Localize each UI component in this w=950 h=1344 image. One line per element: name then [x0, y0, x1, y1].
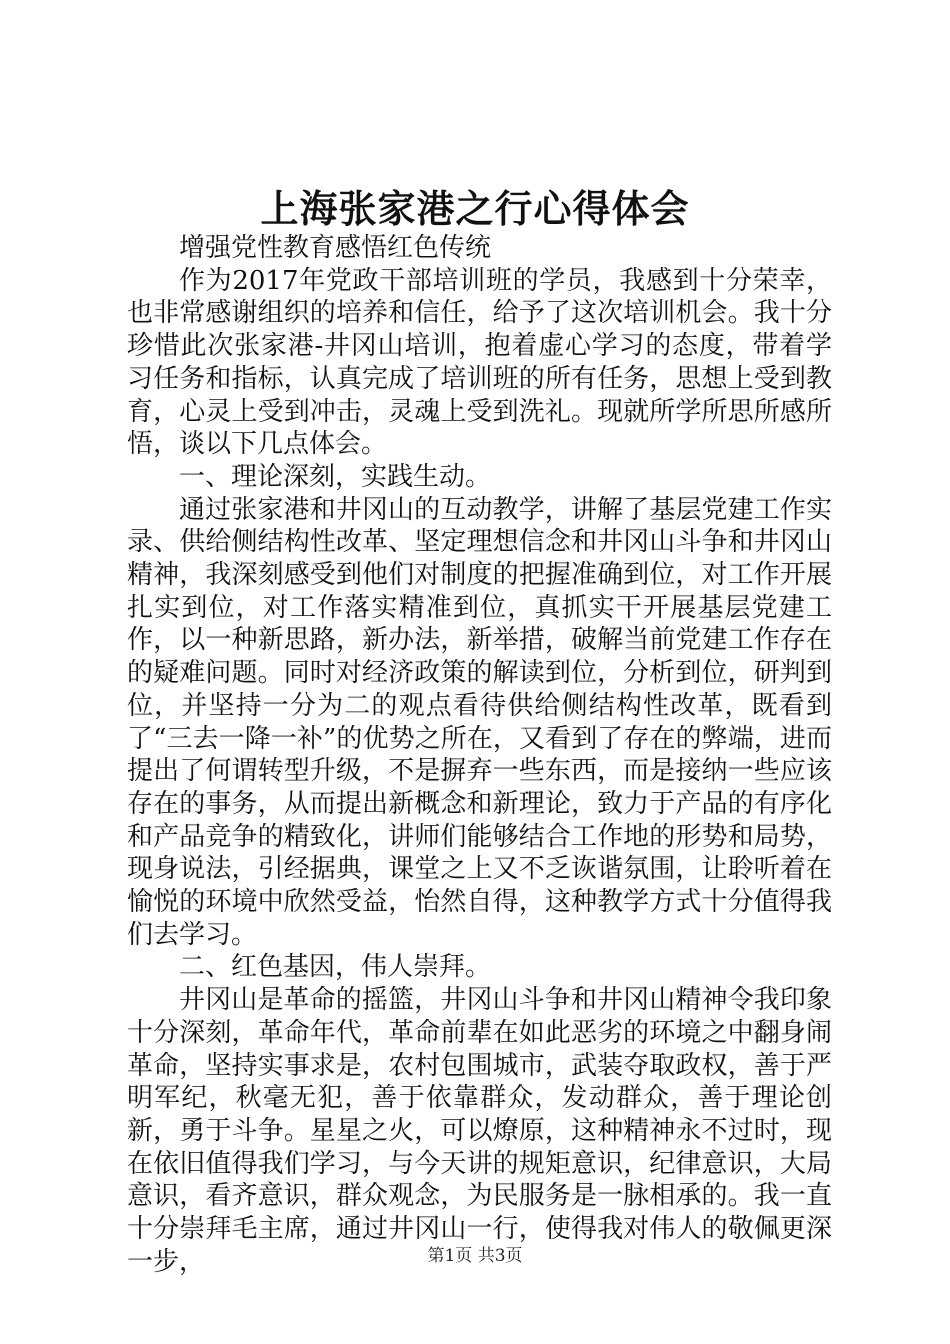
section-1-paragraph: 通过张家港和井冈山的互动教学，讲解了基层党建工作实录、供给侧结构性改革、坚定理想信念和井冈山斗争和井冈山精神，我深刻感受到他们对制度的把握准确到位，对工作开展扎实到位，对工作落实精准到位，真抓实干开展基层党建工作，以一种新思路，新办法，新举措，破解当前党建工作存在的疑难问题。同时对经济政策的解读到位，分析到位，研判到位，并坚持一分为二的观点看待供给侧结构性改革，既看到了“三去一降一补”的优势之所在，又看到了存在的弊端，进而提出了何谓转型升级，不是摒弃一些东西，而是接纳一些应该存在的事务，从而提出新概念和新理论，致力于产品的有序化和产品竞争的精致化，讲师们能够结合工作地的形势和局势，现身说法，引经据典，课堂之上又不乏诙谐氛围，让聆听着在愉悦的环境中欣然受益，怡然自得，这种教学方式十分值得我们去学习。 [127, 494, 832, 950]
section-heading-2: 二、红色基因，伟人崇拜。 [179, 952, 492, 983]
document-title: 上海张家港之行心得体会 [260, 186, 690, 231]
page-number-footer: 第1页 共3页 [427, 1246, 523, 1266]
section-2-paragraph: 井冈山是革命的摇篮，井冈山斗争和井冈山精神令我印象十分深刻，革命年代，革命前辈在如此恶劣的环境之中翻身闹革命，坚持实事求是，农村包围城市，武装夺取政权，善于严明军纪，秋毫无犯，善于依靠群众，发动群众，善于理论创新，勇于斗争。星星之火，可以燎原，这种精神永不过时，现在依旧值得我们学习，与今天讲的规矩意识，纪律意识，大局意识，看齐意识，群众观念，为民服务是一脉相承的。我一直十分崇拜毛主席，通过井冈山一行，使得我对伟人的敬佩更深一步， [127, 985, 832, 1277]
document-body [127, 232, 832, 1279]
section-heading-1: 一、理论深刻，实践生动。 [179, 461, 492, 492]
subtitle-paragraph: 增强党性教育感悟红色传统 [179, 233, 492, 263]
intro-paragraph: 作为2017年党政干部培训班的学员，我感到十分荣幸，也非常感谢组织的培养和信任，给予了这次培训机会。我十分珍惜此次张家港-井冈山培训，抱着虚心学习的态度，带着学习任务和指标，认真完成了培训班的所有任务，思想上受到教育，心灵上受到冲击，灵魂上受到洗礼。现就所学所思所感所悟，谈以下几点体会。 [127, 265, 832, 460]
